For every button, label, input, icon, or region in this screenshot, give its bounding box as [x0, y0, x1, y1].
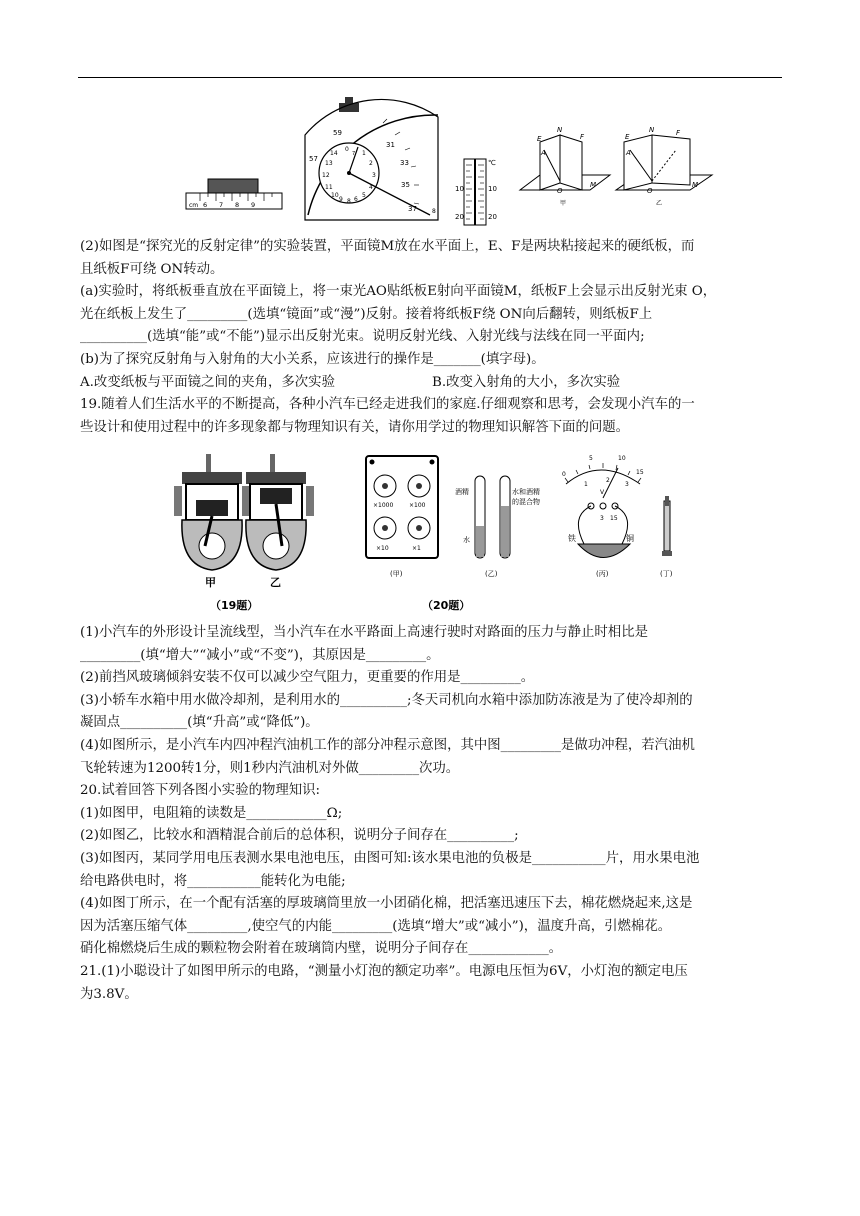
bezel-tick: 31: [386, 141, 395, 149]
text-line: 20.试着回答下列各图小实验的物理知识:: [80, 783, 321, 799]
figure-tag: (乙): [485, 570, 498, 578]
bezel-tick: 57: [309, 155, 318, 163]
bezel-tick: 35: [401, 181, 410, 189]
bezel-tick: 37: [408, 205, 417, 213]
tube-label: 水: [463, 536, 470, 544]
text-line: 凝固点__________(填“升高”或“降低”)。: [80, 715, 319, 731]
engine-label: 甲: [205, 576, 216, 589]
dial-tick: 13: [325, 160, 333, 167]
dial-multiplier: ×10: [376, 545, 389, 552]
mirror-caption: 甲: [560, 200, 567, 207]
text-line: (4)如图所示，是小汽车内四冲程汽油机工作的部分冲程示意图，其中图_________是做功冲程，若汽油机: [80, 737, 695, 753]
terminal-label: 3: [600, 515, 604, 522]
dial-tick: 10: [331, 192, 339, 199]
dial-tick: 1: [362, 150, 366, 157]
mirror-label: F: [676, 129, 681, 137]
dial-tick: 14: [330, 150, 338, 157]
text-line: (2)如图是“探究光的反射定律”的实验装置，平面镜M放在水平面上，E、F是两块粘接起来的硬纸板，而: [80, 239, 695, 254]
dial-tick: 6: [354, 196, 358, 203]
electrode-label: 铁: [568, 534, 576, 543]
figure-caption-19: （19题）: [210, 599, 259, 612]
voltmeter-tick: 1: [584, 481, 588, 488]
dial-tick: 4: [369, 184, 373, 191]
bezel-tick: 59: [333, 129, 342, 137]
ruler-tick: 8: [235, 201, 240, 209]
voltmeter-unit: V: [600, 489, 605, 496]
mirror-figure-yi: [616, 126, 712, 207]
text-line: _________(填“增大”“减小”或“不变”)，其原因是_________。: [80, 647, 440, 663]
voltmeter-tick: 3: [625, 481, 629, 488]
figure-caption-20: （20题）: [422, 599, 471, 612]
thermometer-tick: 10: [455, 185, 464, 193]
q18-part2: [80, 236, 782, 439]
mirror-label: M: [692, 181, 699, 189]
text-line: 19.随着人们生活水平的不断提高，各种小汽车已经走进我们的家庭.仔细观察和思考，会发现小汽车的一: [80, 397, 695, 413]
dial-tick: 3: [372, 172, 376, 179]
resistance-box-figure: [366, 456, 438, 578]
mirror-label: O: [647, 187, 653, 195]
voltmeter-tick: 2: [606, 477, 610, 484]
text-line: 因为活塞压缩气体_________,使空气的内能_________(选填“增大”或“减小”)，温度升高，引燃棉花。: [80, 918, 672, 934]
engine-figure-jia: [174, 454, 250, 589]
text-line: (b)为了探究反射角与入射角的大小关系，应该进行的操作是_______(填字母)。: [80, 351, 545, 367]
dial-tick: 0: [345, 146, 349, 153]
electrode-label: 铜: [626, 534, 634, 543]
tube-label: 的混合物: [512, 498, 540, 506]
text-line: (a)实验时，将纸板垂直放在平面镜上，将一束光AO贴纸板E射向平面镜M，纸板F上会显示出反射光束 O，: [80, 284, 717, 300]
stopwatch-figure: [305, 97, 438, 220]
thermometer-tick: 20: [455, 213, 464, 221]
dial-tick: 8: [347, 198, 351, 205]
ruler-tick: 9: [251, 201, 256, 209]
engine-label: 乙: [270, 576, 281, 589]
voltmeter-tick: 15: [636, 469, 644, 476]
text-line: 为3.8V。: [80, 986, 138, 1002]
dial-tick: 2: [369, 160, 373, 167]
text-line: (1)如图甲，电阻箱的读数是____________Ω;: [80, 805, 343, 821]
dial-multiplier: ×1000: [373, 502, 394, 509]
mirror-label: F: [580, 133, 585, 141]
mid-figures: [0, 446, 860, 616]
dial-tick: 11: [325, 184, 333, 191]
dial-multiplier: ×100: [409, 502, 426, 509]
text-line: (2)如图乙，比较水和酒精混合前后的总体积，说明分子间存在__________;: [80, 828, 519, 844]
dial-tick: 9: [339, 196, 343, 203]
options-line: [80, 372, 782, 395]
figure-tag: (丙): [596, 570, 609, 578]
thermometer-tick: 10: [488, 185, 497, 193]
mirror-figure-jia: [520, 126, 610, 207]
top-figures: [0, 95, 860, 230]
mirror-label: M: [590, 181, 597, 189]
bezel-tick: 33: [400, 159, 409, 167]
header-rule: [78, 77, 782, 78]
dial-tick: 12: [322, 172, 330, 179]
text-line: 21.(1)小聪设计了如图甲所示的电路，“测量小灯泡的额定功率”。电源电压恒为6V，小灯泡的额定电压: [80, 963, 688, 979]
thermometer-figure: [455, 159, 497, 225]
top-figure-row: [0, 95, 860, 230]
mirror-label: E: [537, 135, 542, 143]
option-b: B.改变入射角的大小，多次实验: [432, 374, 621, 390]
option-a: A.改变纸板与平面镜之间的夹角，多次实验: [80, 374, 335, 390]
ruler-figure: [186, 179, 282, 209]
bezel-tick: 8: [432, 208, 436, 215]
text-line: 且纸板F可绕 ON转动。: [80, 261, 224, 277]
text-line: (3)如图丙，某同学用电压表测水果电池电压，由图可知:该水果电池的负极是___________片，用水果电池: [80, 850, 700, 866]
q19-q21-text: [80, 622, 782, 1006]
dial-multiplier: ×1: [412, 545, 421, 552]
figure-tag: (甲): [390, 570, 403, 578]
text-line: (3)小轿车水箱中用水做冷却剂，是利用水的__________;冬天司机向水箱中添加防冻液是为了使冷却剂的: [80, 692, 693, 708]
syringe-figure: [660, 496, 673, 578]
voltmeter-tick: 5: [589, 455, 593, 462]
text-line: (1)小汽车的外形设计呈流线型，当小汽车在水平路面上高速行驶时对路面的压力与静止时相比是: [80, 625, 648, 640]
mirror-label: A: [626, 149, 631, 157]
voltmeter-tick: 0: [562, 471, 566, 478]
mirror-label: A: [541, 149, 546, 157]
mirror-label: N: [649, 126, 655, 134]
tube-label: 水和酒精: [512, 488, 540, 496]
mirror-caption: 乙: [656, 200, 663, 207]
test-tubes-figure: [455, 476, 540, 578]
mid-figure-row: [0, 446, 860, 616]
tube-label: 酒精: [455, 488, 469, 496]
text-line: __________(选填“能”或“不能”)显示出反射光束。说明反射光线、入射光线与法线在同一平面内;: [80, 329, 645, 345]
terminal-label: 15: [610, 515, 618, 522]
text-line: 些设计和使用过程中的许多现象都与物理知识有关，请你用学过的物理知识解答下面的问题。: [80, 419, 630, 435]
ruler-tick: 6: [203, 201, 208, 209]
voltmeter-tick: 10: [618, 455, 626, 462]
ruler-unit: cm: [189, 202, 199, 209]
engine-figure-yi: [246, 454, 314, 589]
thermometer-tick: 20: [488, 213, 497, 221]
voltmeter-figure: [562, 455, 644, 578]
ruler-tick: 7: [219, 201, 224, 209]
dial-tick: 5: [362, 192, 366, 199]
text-line: (4)如图丁所示，在一个配有活塞的厚玻璃筒里放一小团硝化棉，把活塞迅速压下去，棉花燃烧起来,这是: [80, 896, 693, 912]
text-line: (2)前挡风玻璃倾斜安装不仅可以减少空气阻力，更重要的作用是_________。: [80, 670, 535, 686]
dial-tick: 7: [352, 151, 356, 157]
text-line: 飞轮转速为1200转1分，则1秒内汽油机对外做_________次功。: [80, 760, 460, 776]
text-line: 硝化棉燃烧后生成的颗粒物会附着在玻璃筒内壁，说明分子间存在____________。: [80, 941, 563, 957]
figure-tag: (丁): [660, 570, 673, 578]
text-line: 光在纸板上发生了_________(选填“镜面”或“漫”)反射。接着将纸板F绕 ON向后翻转，则纸板F上: [80, 306, 653, 322]
mirror-label: E: [625, 133, 630, 141]
thermometer-unit: ℃: [488, 159, 496, 167]
mirror-label: O: [557, 187, 563, 195]
mirror-label: N: [557, 126, 563, 134]
text-line: 给电路供电时，将___________能转化为电能;: [80, 873, 346, 889]
